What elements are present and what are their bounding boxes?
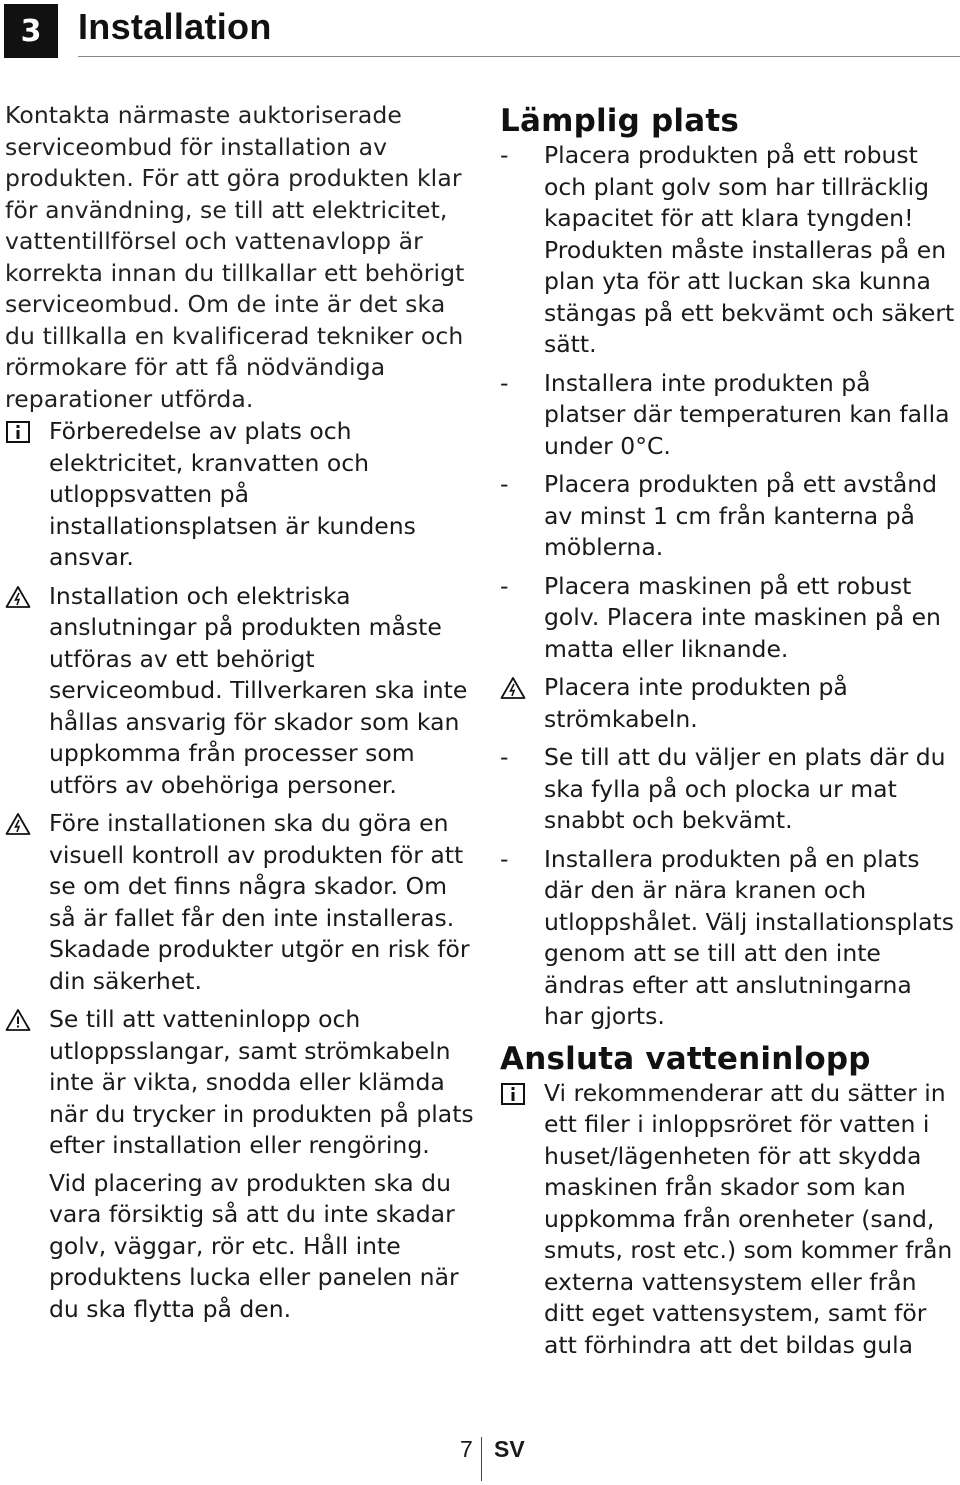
info-icon	[5, 420, 31, 444]
footer-divider	[481, 1437, 482, 1481]
placement-paragraph: Vid placering av produkten ska du vara försiktig så att du inte skadar golv, väggar, rör etc. Håll inte produktens lucka eller panelen när du ska flytta på den.	[49, 1168, 459, 1323]
chapter-header	[4, 4, 960, 60]
section-heading-water-inlet: Ansluta vatteninlopp	[500, 1040, 871, 1077]
chapter-number: 3	[4, 4, 58, 58]
list-item	[500, 844, 958, 1033]
warning-note-1-text: Installation och elektriska anslutningar på produkten måste utföras av ett behörigt serviceombud. Tillverkaren ska inte hållas ansvarig för skador som kan uppkomma från processer som utförs av obehöriga personer.	[49, 581, 468, 799]
warning-note-2-text: Före installationen ska du göra en visuell kontroll av produkten för att se om det finns några skador. Om så är fallet får den inte installeras. Skadade produkter utgör en risk för din säkerhet.	[49, 809, 470, 995]
warning-note-3-text: Se till att vatteninlopp och utloppsslangar, samt strömkabeln inte är vikta, snodda eller klämda när du trycker in produkten på plats efter installation eller rengöring.	[49, 1005, 474, 1159]
electric-warning-note	[500, 672, 958, 735]
location-list-a	[500, 140, 958, 665]
dash-bullet: -	[500, 368, 509, 397]
list-item-text: Installera inte produkten på platser där temperaturen kan falla under 0°C.	[544, 368, 950, 460]
list-item-text: Placera produkten på ett avstånd av minst 1 cm från kanterna på möblerna.	[544, 470, 938, 561]
electric-warning-icon	[5, 812, 31, 836]
warning-note-3	[5, 1004, 475, 1162]
info-note-text: Förberedelse av plats och elektricitet, kranvatten och utloppsvatten på installationsplatsen är kundens ansvar.	[49, 417, 416, 571]
right-column	[500, 102, 958, 1368]
list-item	[500, 140, 958, 361]
section-heading-suitable-location: Lämplig plats	[500, 103, 740, 139]
page-footer	[0, 1433, 960, 1483]
dash-bullet: -	[500, 571, 509, 600]
list-item	[500, 742, 958, 837]
location-list-b	[500, 742, 958, 1033]
list-item	[500, 368, 958, 463]
chapter-divider	[78, 56, 960, 57]
list-item	[500, 571, 958, 666]
electric-warning-text: Placera inte produkten på strömkabeln.	[544, 673, 848, 733]
info-note-right-text: Vi rekommenderar att du sätter in ett filer i inloppsröret för vatten i huset/lägenheten för att skydda maskinen från skador som kan uppkomma från orenheter (sand, smuts, rost etc.) som kommer från externa vattensystem eller från ditt eget vattensystem, samt för att förhindra att det bildas gula	[544, 1078, 953, 1359]
page-number: 7	[460, 1436, 473, 1462]
list-item-text: Se till att du väljer en plats där du ska fylla på och plocka ur mat snabbt och bekvämt.	[544, 743, 946, 834]
chapter-title: Installation	[78, 6, 272, 47]
info-note-right	[500, 1078, 958, 1362]
electric-warning-icon	[5, 585, 31, 609]
left-column	[5, 100, 475, 1325]
info-note	[5, 416, 475, 574]
dash-bullet: -	[500, 844, 509, 873]
warning-icon	[5, 1008, 31, 1032]
language-code: SV	[494, 1436, 525, 1462]
dash-bullet: -	[500, 470, 509, 498]
dash-bullet: -	[500, 141, 509, 169]
dash-bullet: -	[500, 743, 509, 771]
list-item-text: Placera produkten på ett robust och plant golv som har tillräcklig kapacitet för att klara tyngden! Produkten måste installeras på en plan yta för att luckan ska kunna stängas på ett bekvämt och säkert sätt.	[544, 141, 955, 358]
intro-paragraph: Kontakta närmaste auktoriserade serviceombud för installation av produkten. För att göra produkten klar för användning, se till att elektricitet, vattentillförsel och vattenavlopp är korrekta innan du tillkallar ett behörigt serviceombud. Om de inte är det ska du tillkalla en kvalificerad tekniker och rörmokare för att få nödvändiga reparationer utförda.	[5, 101, 465, 413]
list-item-text: Placera maskinen på ett robust golv. Placera inte maskinen på en matta eller liknande.	[544, 571, 941, 663]
list-item-text: Installera produkten på en plats där den är nära kranen och utloppshålet. Välj installationsplats genom att se till att den inte ändras efter att anslutningarna har gjorts.	[544, 844, 955, 1030]
warning-note-1	[5, 581, 475, 802]
info-icon	[500, 1082, 526, 1106]
warning-note-2	[5, 808, 475, 997]
electric-warning-icon	[500, 676, 526, 700]
list-item	[500, 469, 958, 564]
